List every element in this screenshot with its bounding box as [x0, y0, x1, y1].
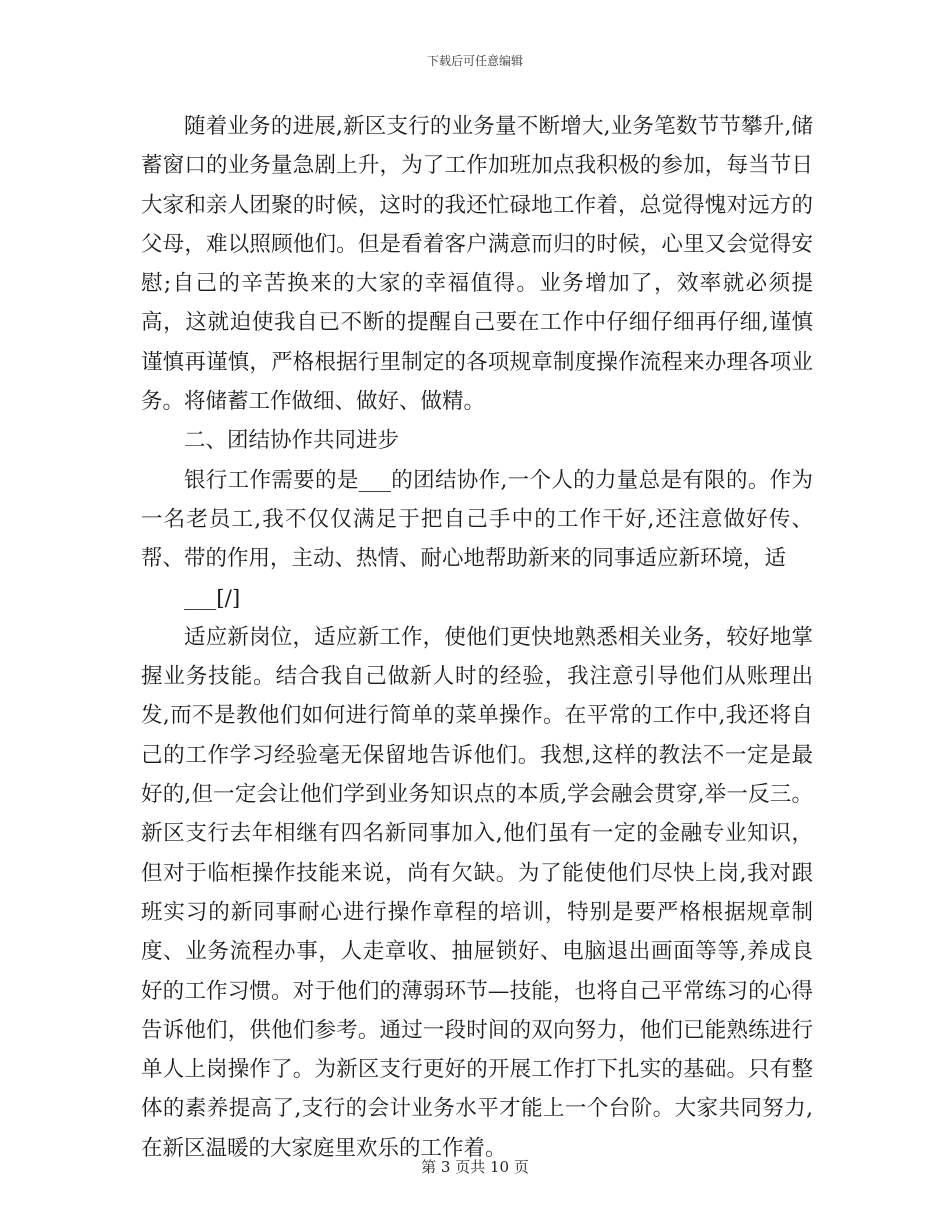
paragraph-mentoring: 适应新岗位，适应新工作，使他们更快地熟悉相关业务，较好地掌握业务技能。结合我自己做新人时的经验，我注意引导他们从账理出发,而不是教他们如何进行简单的菜单操作。在平常的工作中,我还将自己的工作学习经验毫无保留地告诉他们。我想,这样的教法不一定是最好的,但一定会让他们学到业务知识点的本质,学会融会贯穿,举一反三。新区支行去年相继有四名新同事加入,他们虽有一定的金融专业知识，但对于临柜操作技能来说，尚有欠缺。为了能使他们尽快上岗,我对跟班实习的新同事耐心进行操作章程的培训，特别是要严格根据规章制度、业务流程办事，人走章收、抽屉锁好、电脑退出画面等等,养成良好的工作习惯。对于他们的薄弱环节—技能，也将自己平常练习的心得告诉他们，供他们参考。通过一段时间的双向努力，他们已能熟练进行单人上岗操作了。为新区支行更好的开展工作打下扎实的基础。只有整体的素养提高了,支行的会计业务水平才能上一个台阶。大家共同努力,在新区温暖的大家庭里欢乐的工作着。	[141, 624, 813, 1161]
paragraph-workload: 随着业务的进展,新区支行的业务量不断增大,业务笔数节节攀升,储蓄窗口的业务量急剧上升，为了工作加班加点我积极的参加，每当节日大家和亲人团聚的时候，这时的我还忙碌地工作着，总觉得愧对远方的父母，难以照顾他们。但是看着客户满意而归的时候，心里又会觉得安慰;自己的辛苦换来的大家的幸福值得。业务增加了，效率就必须提高，这就迫使我自已不断的提醒自己要在工作中仔细仔细再仔细,谨慎谨慎再谨慎，严格根据行里制定的各项规章制度操作流程来办理各项业务。将储蓄工作做细、做好、做精。	[141, 114, 813, 415]
paragraph-fragment: ___[/]	[184, 585, 241, 611]
section-heading-teamwork: 二、团结协作共同进步	[184, 428, 400, 454]
page-number: 第 3 页共 10 页	[421, 1158, 529, 1176]
document-body	[141, 107, 813, 1168]
paragraph-teamwork: 银行工作需要的是___的团结协作,一个人的力量总是有限的。作为一名老员工,我不仅仅满足于把自己手中的工作干好,还注意做好传、帮、带的作用，主动、热情、耐心地帮助新来的同事适应新环境，适	[141, 467, 813, 572]
page-header-note: 下载后可任意编辑	[426, 54, 523, 68]
